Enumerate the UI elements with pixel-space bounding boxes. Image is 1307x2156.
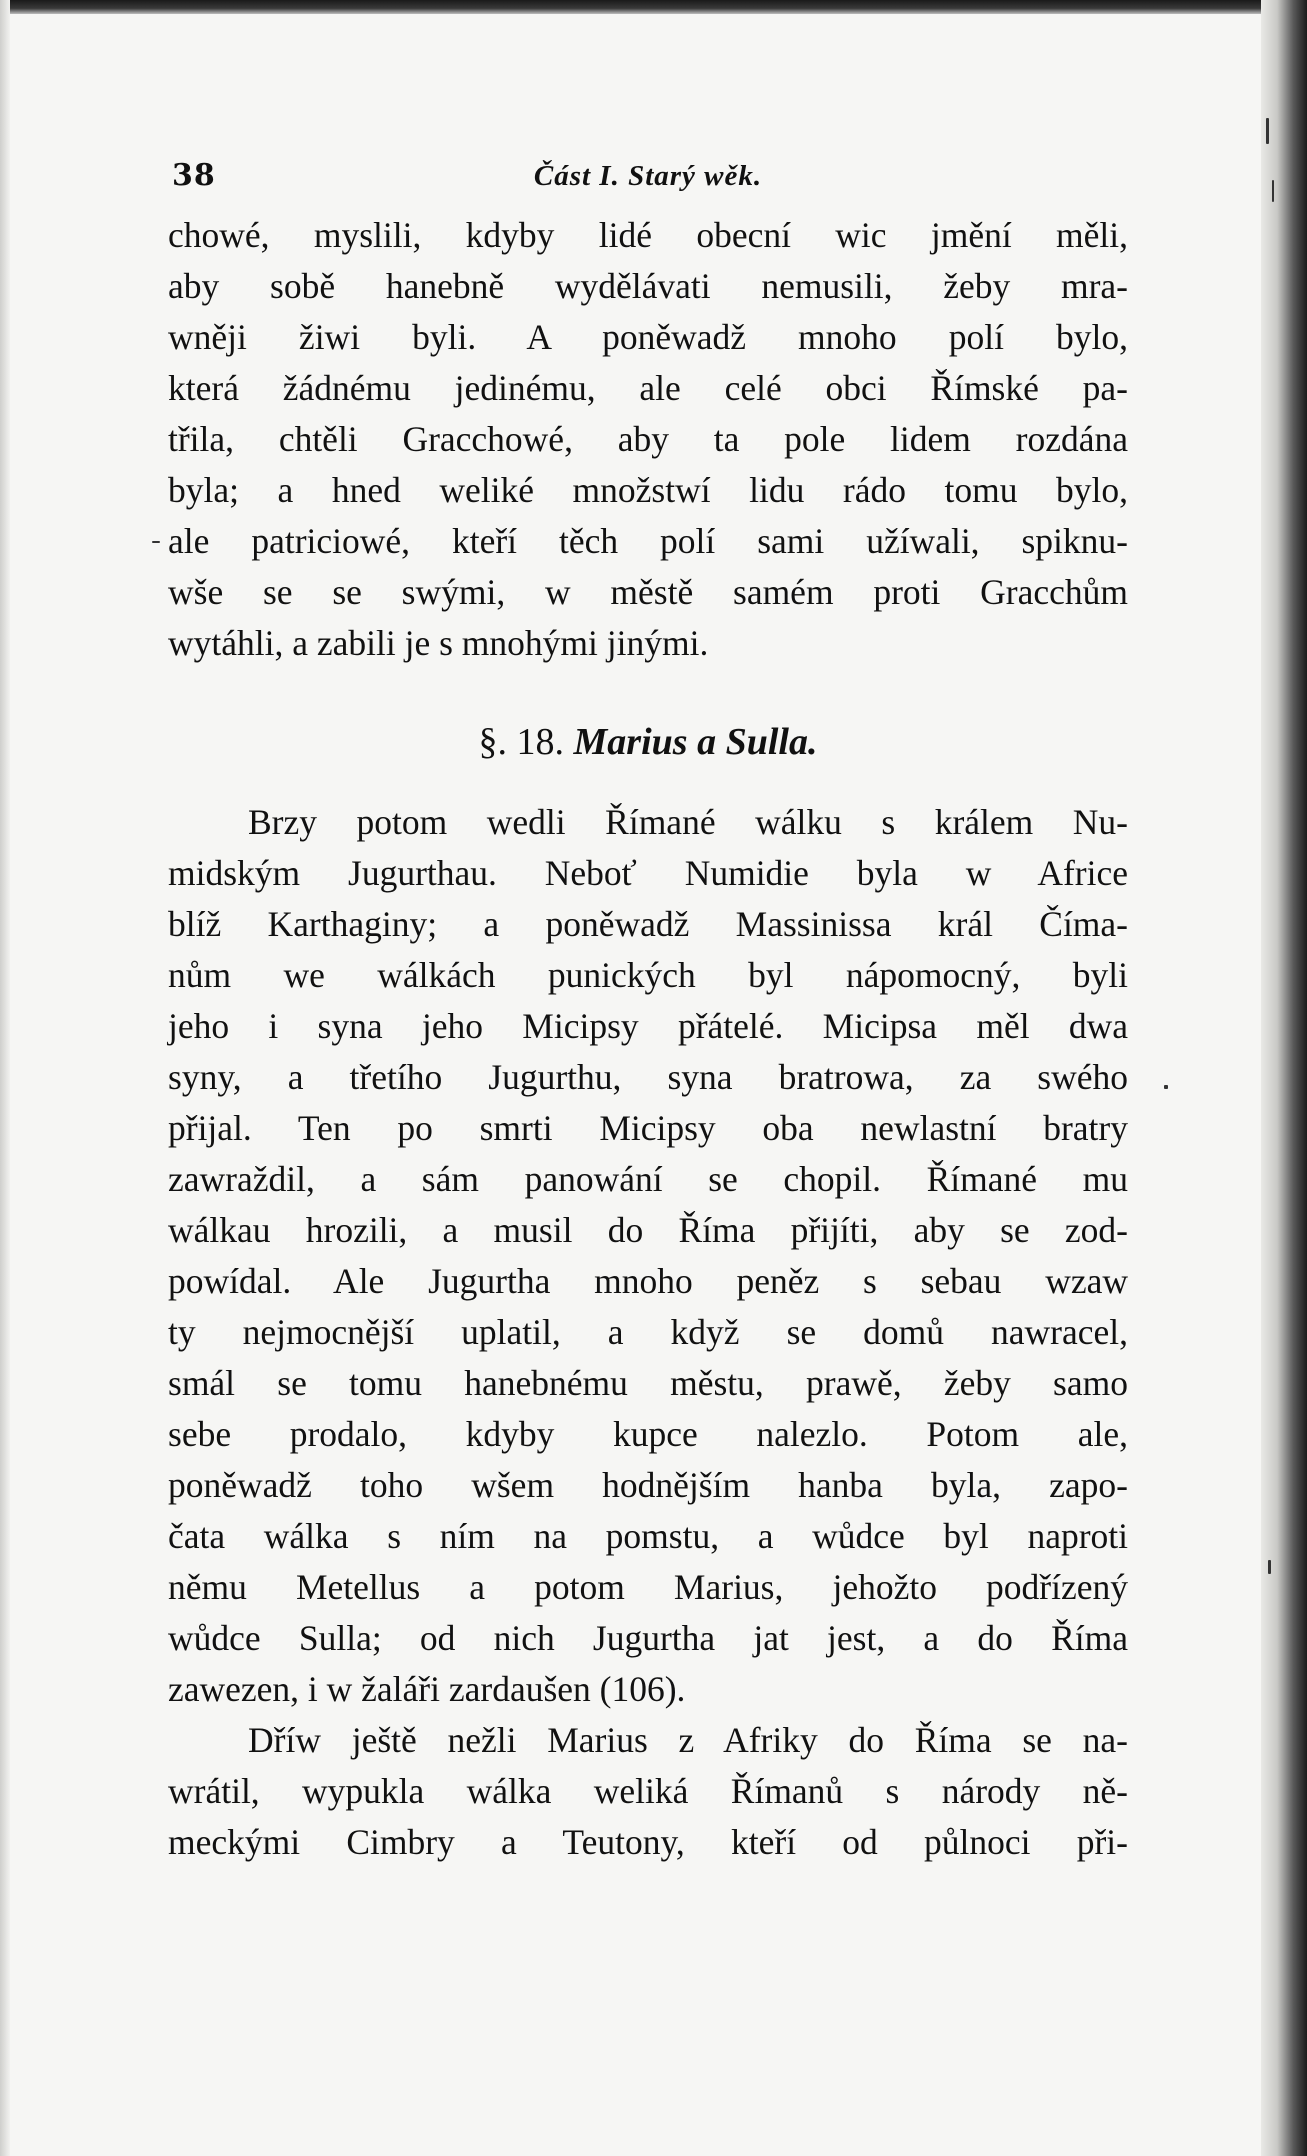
text-line: která žádnému jedinému, ale celé obci Římské pa- bbox=[168, 368, 1128, 408]
text-line: poněwadž toho wšem hodnějším hanba byla, zapo- bbox=[168, 1465, 1128, 1505]
scan-edge-left bbox=[0, 0, 10, 2156]
text-line: čata wálka s ním na pomstu, a wůdce byl naproti bbox=[168, 1516, 1128, 1556]
text-line: Dříw ještě nežli Marius z Afriky do Říma se na- bbox=[248, 1720, 1128, 1760]
page-number: 38 bbox=[172, 158, 216, 193]
text-line: zawraždil, a sám panowání se chopil. Římané mu bbox=[168, 1159, 1128, 1199]
margin-speck bbox=[1272, 180, 1274, 202]
paragraph-1 bbox=[168, 210, 1128, 669]
scan-edge-top bbox=[0, 0, 1307, 14]
text-line: smál se tomu hanebnému městu, prawě, žeby samo bbox=[168, 1363, 1128, 1403]
margin-speck bbox=[1164, 1085, 1168, 1089]
text-line: syny, a třetího Jugurthu, syna bratrowa, za swého bbox=[168, 1057, 1128, 1097]
margin-speck bbox=[1268, 1560, 1271, 1574]
section-number: §. 18. bbox=[478, 721, 565, 763]
text-line: ty nejmocnější uplatil, a když se domů nawracel, bbox=[168, 1312, 1128, 1352]
text-line: wytáhli, a zabili je s mnohými jinými. bbox=[168, 623, 709, 663]
text-line: wůdce Sulla; od nich Jugurtha jat jest, a do Říma bbox=[168, 1618, 1128, 1658]
text-line: wrátil, wypukla wálka weliká Římanů s národy ně- bbox=[168, 1771, 1128, 1811]
text-line: blíž Karthaginy; a poněwadž Massinissa král Číma- bbox=[168, 904, 1128, 944]
text-line: wněji žiwi byli. A poněwadž mnoho polí bylo, bbox=[168, 317, 1128, 357]
margin-speck bbox=[1266, 118, 1269, 144]
text-line: němu Metellus a potom Marius, jehožto podřízený bbox=[168, 1567, 1128, 1607]
text-line: chowé, myslili, kdyby lidé obecní wic jmění měli, bbox=[168, 215, 1128, 255]
paragraph-2 bbox=[168, 797, 1128, 1715]
text-line: nům we wálkách punických byl nápomocný, byli bbox=[168, 955, 1128, 995]
text-line: Brzy potom wedli Římané wálku s králem Nu- bbox=[248, 802, 1128, 842]
text-line: ale patriciowé, kteří těch polí sami užíwali, spiknu- bbox=[168, 521, 1128, 561]
text-line: jeho i syna jeho Micipsy přátelé. Micipsa měl dwa bbox=[168, 1006, 1128, 1046]
section-heading bbox=[168, 717, 1128, 767]
section-title: Marius a Sulla. bbox=[573, 721, 818, 763]
text-line: meckými Cimbry a Teutony, kteří od půlnoci při- bbox=[168, 1822, 1128, 1862]
text-line: aby sobě hanebně wydělávati nemusili, žeby mra- bbox=[168, 266, 1128, 306]
text-line: wše se se swými, w městě samém proti Gracchům bbox=[168, 572, 1128, 612]
text-line: powídal. Ale Jugurtha mnoho peněz s sebau wzaw bbox=[168, 1261, 1128, 1301]
text-line: zawezen, i w žaláři zardaušen (106). bbox=[168, 1669, 686, 1709]
paragraph-3 bbox=[168, 1715, 1128, 1868]
text-line: sebe prodalo, kdyby kupce nalezlo. Potom ale, bbox=[168, 1414, 1128, 1454]
page-header bbox=[168, 150, 1128, 210]
text-line: přijal. Ten po smrti Micipsy oba newlastní bratry bbox=[168, 1108, 1128, 1148]
scan-edge-right bbox=[1261, 0, 1307, 2156]
text-line: midským Jugurthau. Neboť Numidie byla w Africe bbox=[168, 853, 1128, 893]
text-line: wálkau hrozili, a musil do Říma přijíti, aby se zod- bbox=[168, 1210, 1128, 1250]
text-line: byla; a hned weliké množstwí lidu rádo tomu bylo, bbox=[168, 470, 1128, 510]
running-head: Část I. Starý wěk. bbox=[533, 160, 763, 192]
margin-speck bbox=[152, 541, 160, 543]
book-page bbox=[168, 150, 1128, 1868]
text-line: třila, chtěli Gracchowé, aby ta pole lidem rozdána bbox=[168, 419, 1128, 459]
